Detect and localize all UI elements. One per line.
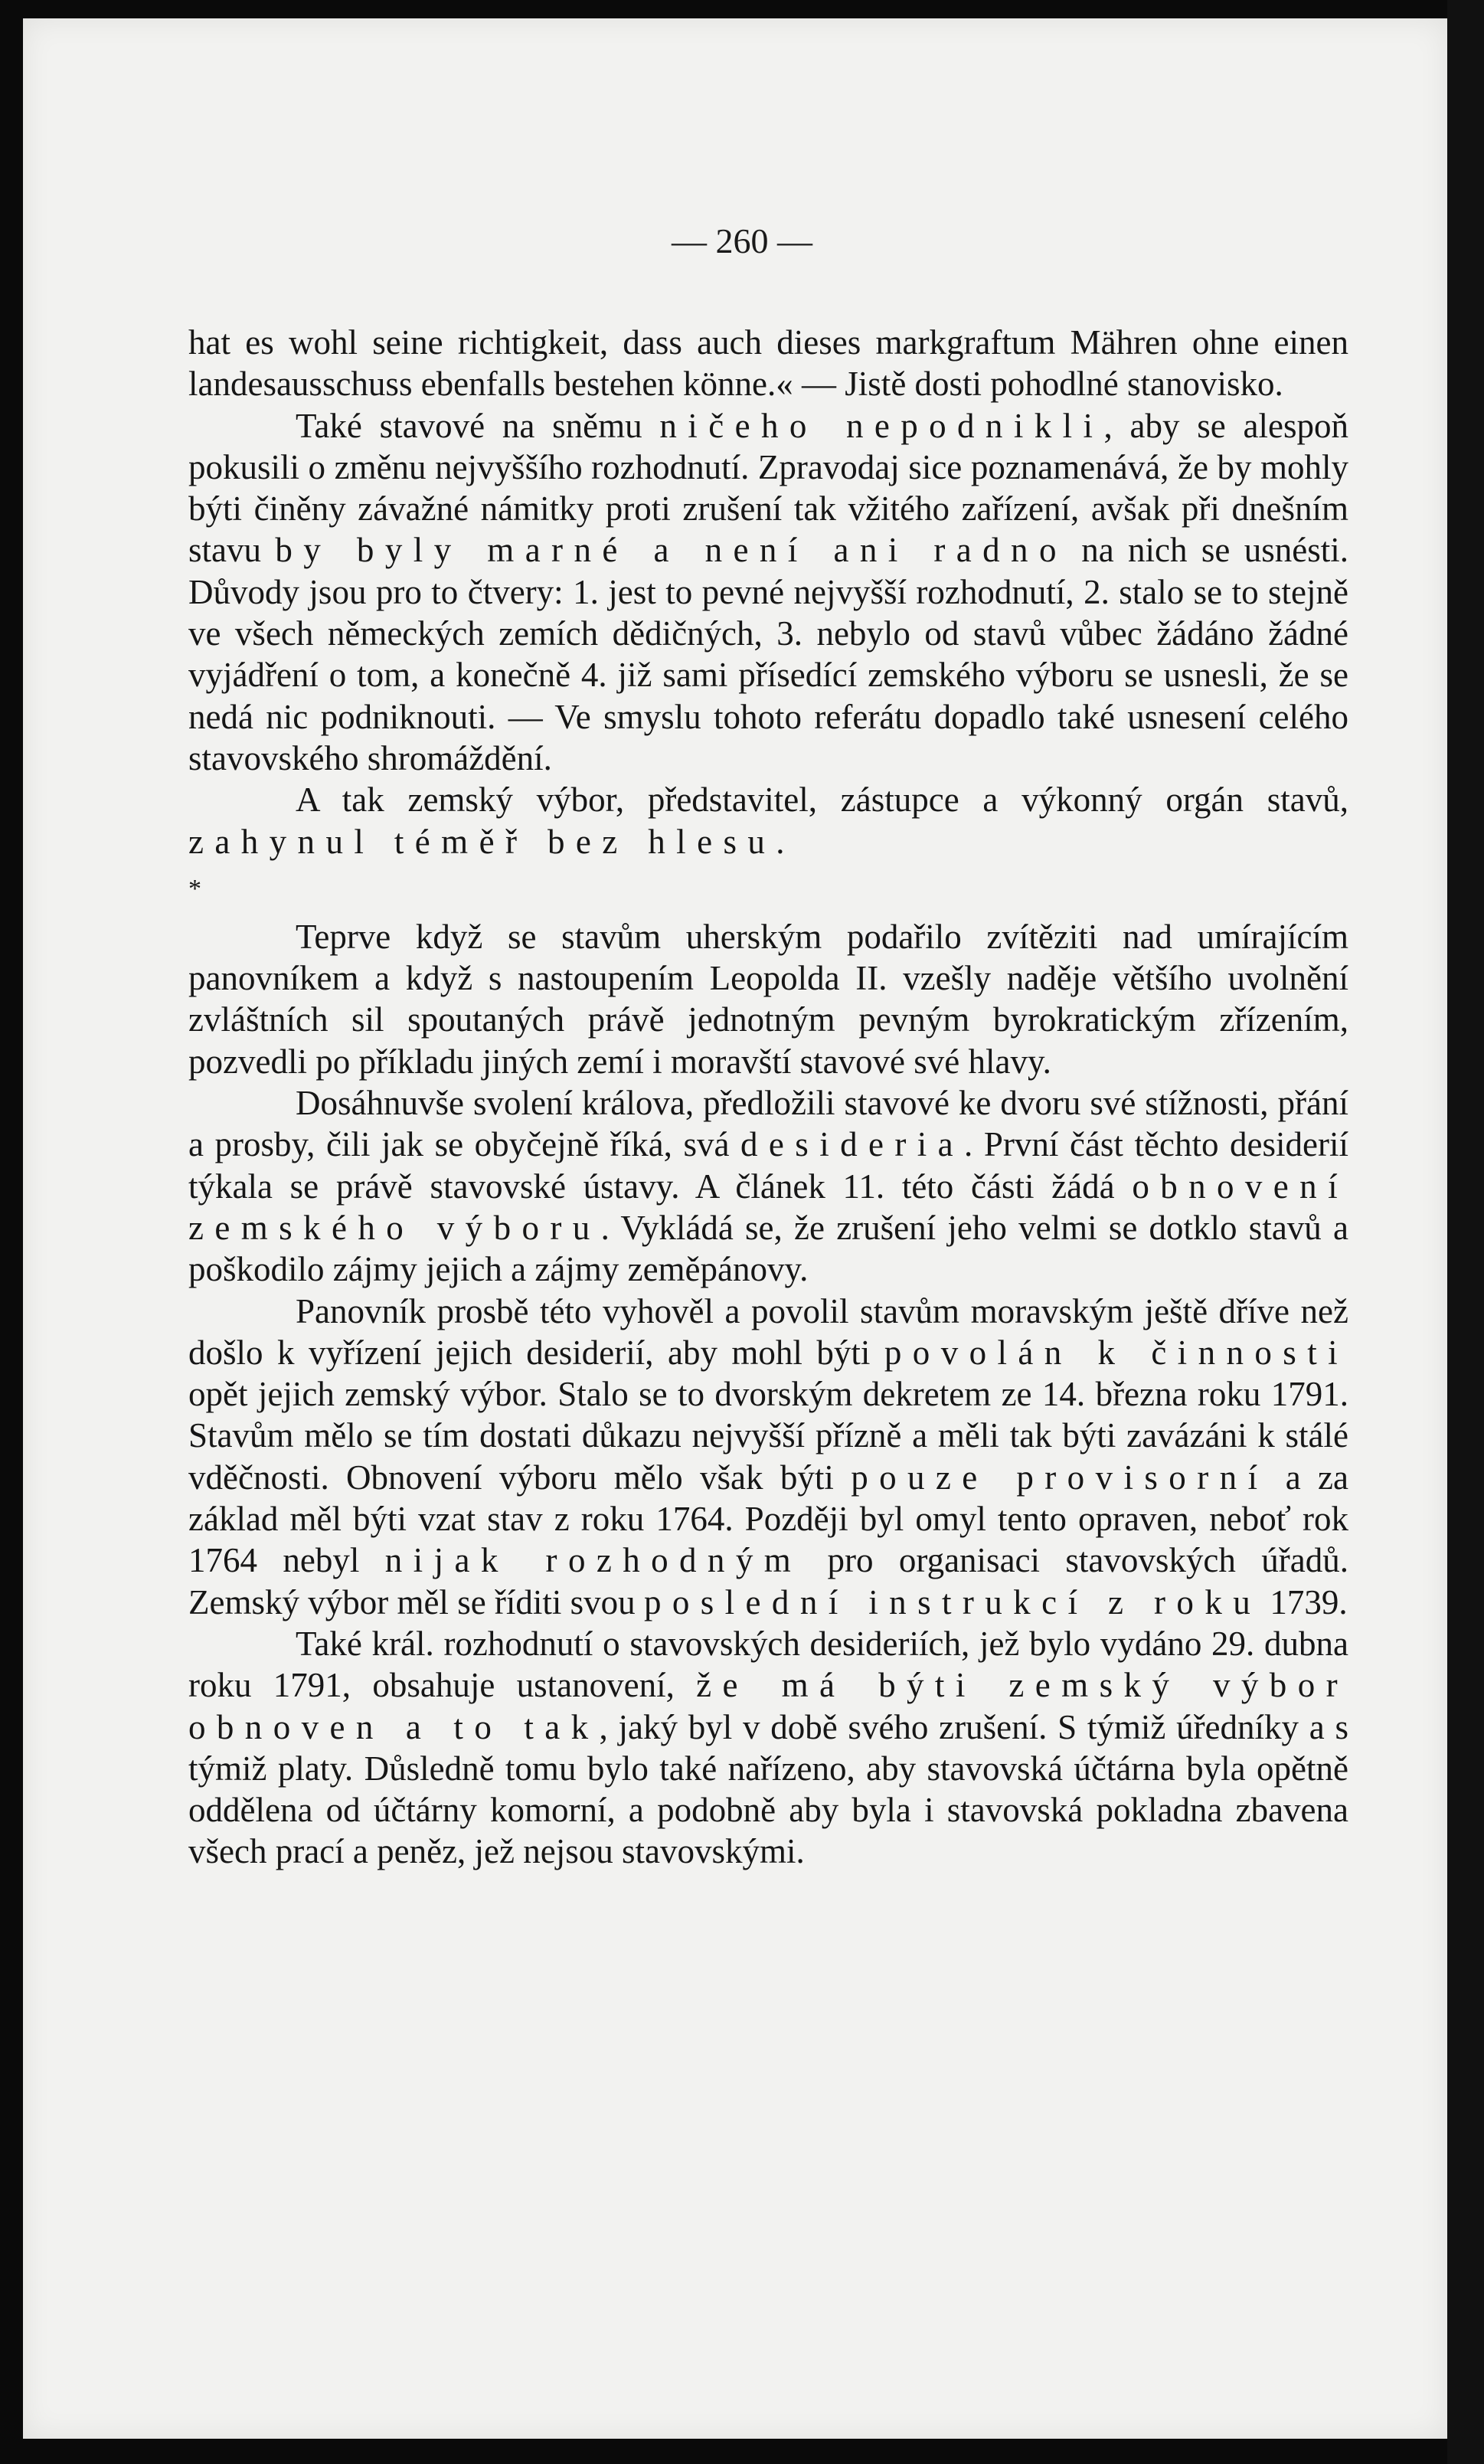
paragraph-3 bbox=[188, 779, 1348, 862]
paragraph-7 bbox=[188, 1623, 1348, 1873]
paragraph-6 bbox=[188, 1291, 1348, 1623]
emphasis-spaced-text: povolán k činnosti bbox=[884, 1333, 1349, 1372]
paragraph-1 bbox=[188, 322, 1348, 405]
text-run: na nich se usnésti. Důvody jsou pro to čtvery: 1. jest to pevné nejvyšší rozhodnutí, 2. stalo se to stejně ve všech německých zemích dědičných, 3. nebylo od stavů vůbec žádáno žádné vyjádření o tom, a konečně 4. již sami přísedící zemského výboru se usnesli, že se nedá nic podniknouti. — Ve smyslu tohoto referátu dopadlo také usnesení celého stavovského shromáždění. bbox=[188, 531, 1348, 777]
text-run: . Vykládá se, že zrušení jeho velmi se dotklo stavů a poškodilo zájmy jejich a zájmy zeměpánovy. bbox=[188, 1208, 1349, 1289]
text-run: a za základ měl býti vzat stav z roku 1764. Později byl omyl tento opraven, neboť rok 1764 nebyl bbox=[188, 1458, 1348, 1580]
paragraph-2 bbox=[188, 405, 1348, 780]
text-run: Panovník prosbě této vyhověl a povolil stavům moravským ještě dříve než došlo k vyřízení jejich desiderií, aby mohl býti bbox=[188, 1291, 1348, 1372]
emphasis-spaced-text: ničeho nepodnikli bbox=[659, 406, 1104, 445]
emphasis-spaced-text: nijak rozhodným bbox=[384, 1541, 802, 1580]
paragraph-5 bbox=[188, 1082, 1348, 1290]
text-run: . bbox=[776, 822, 785, 861]
text-run: 1739. bbox=[1261, 1582, 1348, 1621]
body-text bbox=[188, 322, 1348, 1873]
text-run: pro organisaci stavovských úřadů. Zemský výbor měl se říditi svou bbox=[188, 1541, 1348, 1621]
scan-edge bbox=[1447, 0, 1484, 2464]
emphasis-spaced-text: že má býti zemský výbor obnoven a to tak bbox=[188, 1666, 1348, 1746]
text-run: , jaký byl v době svého zrušení. S týmiž úředníky a s týmiž platy. Důsledně tomu bylo také nařízeno, aby stavovská účtárna byla opětně oddělena od účtárny komorní, a podobně aby byla i stavovská pokladna zbavena všech prací a peněz, jež nejsou stavovskými. bbox=[188, 1707, 1348, 1871]
text-run: Také stavové na sněmu bbox=[296, 406, 660, 445]
emphasis-spaced-text: zahynul téměř bez hlesu bbox=[188, 822, 776, 861]
text-run: Také král. rozhodnutí o stavovských desideriích, jež bylo vydáno 29. dubna roku 1791, obsahuje ustanovení, bbox=[188, 1624, 1348, 1705]
text-run: , aby se alespoň pokusili o změnu nejvyššího rozhodnutí. Zpravodaj sice poznamenává, že by mohly býti činěny závažné námitky proti zrušení tak vžitého zařízení, avšak při dnešním stavu bbox=[188, 406, 1348, 570]
paragraph-4 bbox=[188, 916, 1348, 1082]
text-run: A tak zemský výbor, představitel, zástupce a výkonný orgán stavů, bbox=[296, 780, 1348, 820]
emphasis-spaced-text: desideria bbox=[740, 1125, 965, 1164]
text-run: . První část těchto desiderií týkala se právě stavovské ústavy. A článek 11. této části žádá bbox=[188, 1125, 1348, 1206]
emphasis-spaced-text: pouze provisorní bbox=[851, 1458, 1269, 1497]
emphasis-spaced-text: poslední instrukcí z roku bbox=[643, 1582, 1262, 1621]
emphasis-spaced-text: by byly marné a není ani radno bbox=[275, 531, 1067, 570]
section-separator: * bbox=[188, 874, 201, 903]
page-number: — 260 — bbox=[672, 221, 812, 260]
text-run: hat es wohl seine richtigkeit, dass auch dieses markgraftum Mähren ohne einen landesausschuss ebenfalls bestehen könne.« — Jistě dosti pohodlné stanovisko. bbox=[188, 323, 1348, 404]
text-run: Teprve když se stavům uherským podařilo zvítěziti nad umírajícím panovníkem a když s nastoupením Leopolda II. vzešly naděje většího uvolnění zvláštních sil spoutaných právě jednotným pevným byrokratickým zřízením, pozvedli po příkladu jiných zemí i moravští stavové své hlavy. bbox=[188, 917, 1348, 1081]
emphasis-spaced-text: obnovení zemského výboru bbox=[188, 1167, 1348, 1247]
text-run: opět jejich zemský výbor. Stalo se to dvorským dekretem ze 14. března roku 1791. Stavům mělo se tím dostati důkazu nejvyšší přízně a měli tak býti zavázáni k stálé vděčnosti. Obnovení výboru mělo však býti bbox=[188, 1375, 1348, 1497]
text-run: Dosáhnuvše svolení králova, předložili stavové ke dvoru své stížnosti, přání a prosby, čili jak se obyčejně říká, svá bbox=[188, 1084, 1348, 1164]
